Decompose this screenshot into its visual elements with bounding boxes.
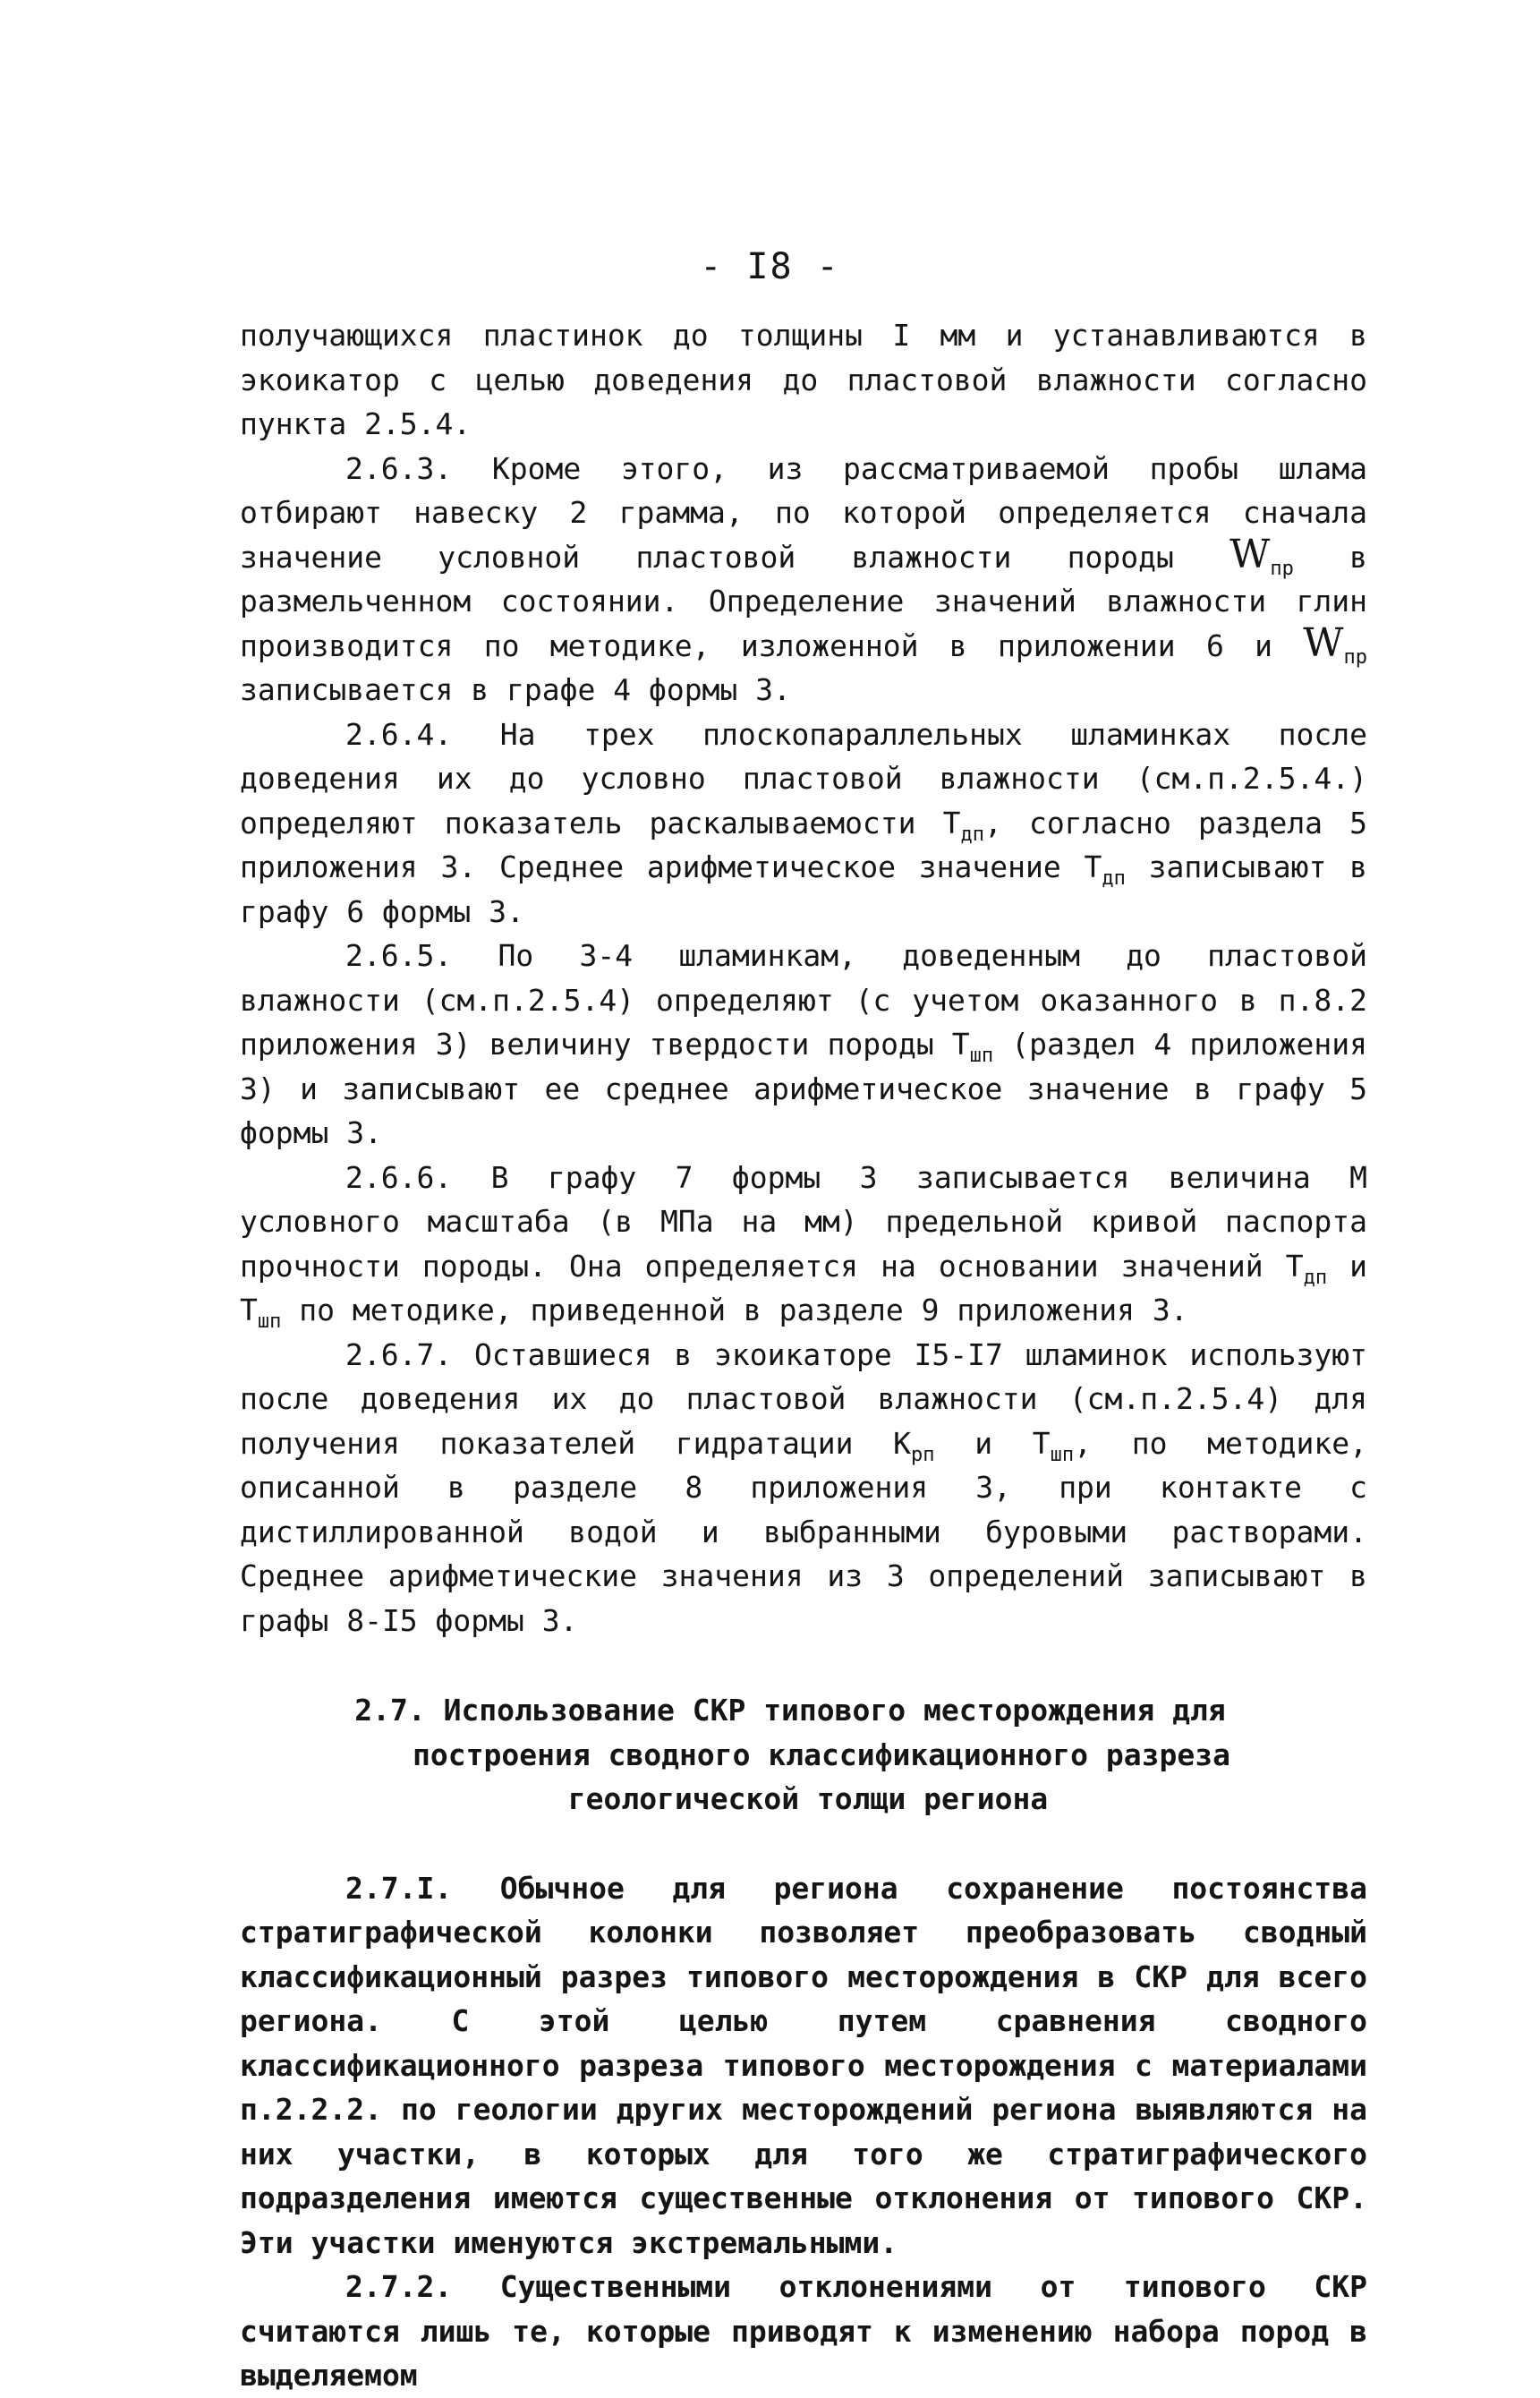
paragraph-2-6-6: 2.6.6. В графу 7 формы 3 записывается величина М условного масштаба (в МПа на мм) предельной кривой паспорта прочности породы. Она определяется на основании значений $Т_{дп}$ и $Т_{шп}$ по методике, приведенной в разделе 9 приложения 3. <box>240 1159 1367 1333</box>
paragraph-2-7-2: 2.7.2. Существенными отклонениями от типового СКР считаются лишь те, которые приводят к изменению набора пород в выделяемом <box>240 2269 1367 2393</box>
paragraph-2-7-1: 2.7.I. Обычное для региона сохранение постоянства стратиграфической колонки позволяет преобразовать сводный классификационный разрез типового месторождения в СКР для всего региона. С этой целью путем сравнения сводного классификационного разреза типового месторождения с материалами п.2.2.2. по геологии других месторождений региона выявляются на них участки, в которых для того же стратиграфического подразделения имеются существенные отклонения от типового СКР. Эти участки именуются экстремальными. <box>240 1870 1367 2260</box>
paragraph-continuation: получающихся пластинок до толщины I мм и устанавливаются в экоикатор с целью доведения до пластовой влажности согласно пункта 2.5.4. <box>240 318 1367 441</box>
page-number: - I8 - <box>700 246 840 287</box>
paragraph-2-6-7: 2.6.7. Оставшиеся в экоикаторе I5-I7 шламинок используют после доведения их до пластовой влажности (см.п.2.5.4) для получения показателей гидратации $К_{рп}$ и $Т_{шп}$, по методике, описанной в разделе 8 приложения 3, при контакте с дистиллированной водой и выбранными буровыми растворами. Среднее арифметические значения из 3 определений записывают в графы 8-I5 формы 3. <box>240 1336 1367 1638</box>
paragraph-2-6-5: 2.6.5. По 3-4 шламинкам, доведенным до пластовой влажности (см.п.2.5.4) определяют (с учетом оказанного в п.8.2 приложения 3) величину твердости породы $Т_{шп}$ (раздел 4 приложения 3) и записывают ее среднее арифметическое значение в графу 5 формы 3. <box>240 938 1367 1150</box>
paragraph-2-6-3: 2.6.3. Кроме этого, из рассматриваемой пробы шлама отбирают навеску 2 грамма, по которой определяется сначала значение условной пластовой влажности породы $W_{пр}$ в размельченном состоянии. Определение значений влажности глин производится по методике, изложенной в приложении 6 и $W_{пр}$ записывается в графе 4 формы 3. <box>240 450 1367 707</box>
document-body <box>240 313 1367 2398</box>
moisture-symbol: W <box>1303 619 1344 666</box>
section-heading <box>240 1688 1367 1822</box>
moisture-symbol: W <box>1229 531 1271 577</box>
paragraph-2-6-4: 2.6.4. На трех плоскопараллельных шламинках после доведения их до условно пластовой влажности (см.п.2.5.4.) определяют показатель раскалываемости $Т_{дп}$, согласно раздела 5 приложения 3. Среднее арифметическое значение $Т_{дп}$ записывают в графу 6 формы 3. <box>240 716 1368 929</box>
section-heading-line: 2.7. Использование СКР типового месторождения для <box>354 1693 1226 1728</box>
section-heading-line: построения сводного классификационного разреза <box>413 1737 1230 1772</box>
section-heading-line: геологической толщи региона <box>567 1781 1049 1816</box>
